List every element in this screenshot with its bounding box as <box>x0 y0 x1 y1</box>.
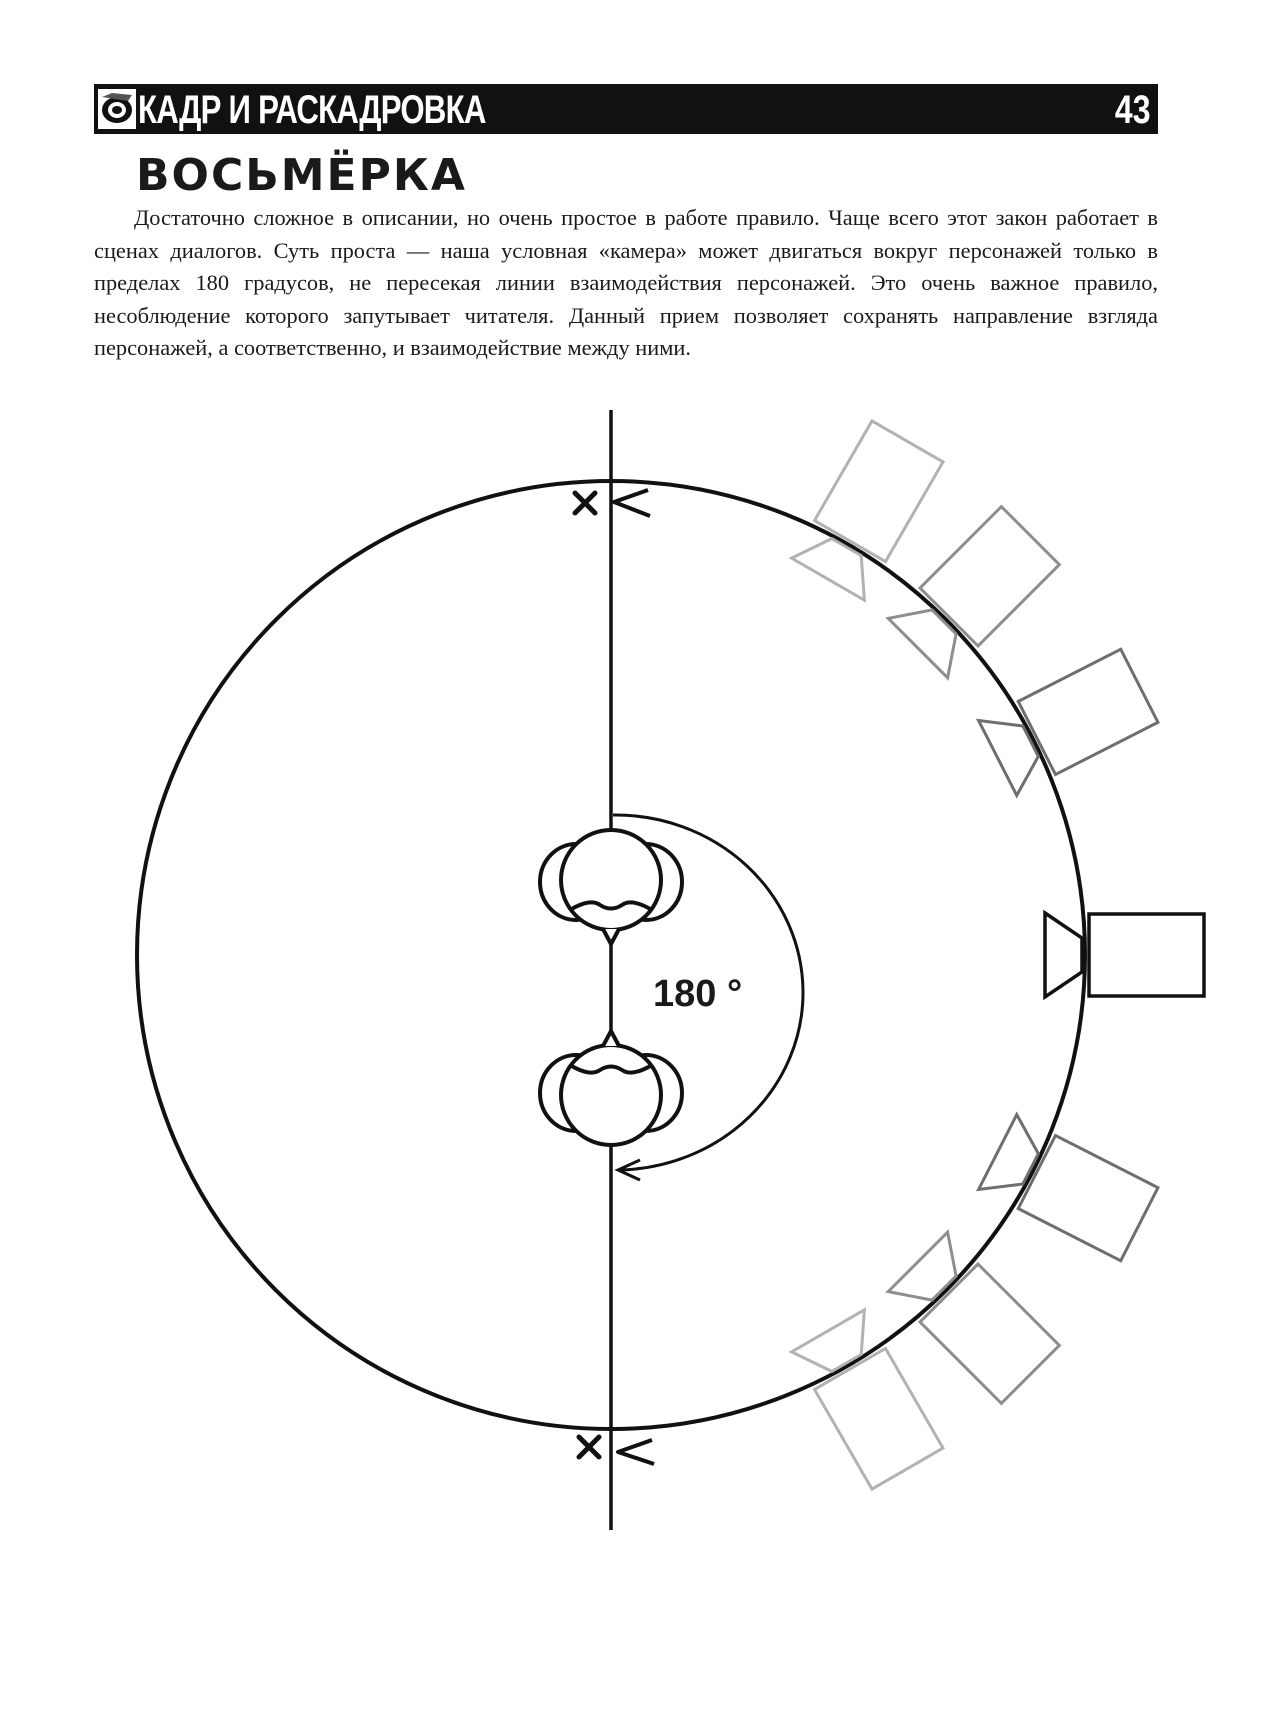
header-title: КАДР И РАСКАДРОВКА <box>138 88 486 132</box>
arrow-icon <box>614 490 650 516</box>
camera-icon <box>792 1310 944 1490</box>
angle-label: 180 ° <box>653 973 743 1015</box>
camera-lens-icon <box>98 89 136 129</box>
page-number: 43 <box>1114 88 1150 132</box>
character-head-icon <box>540 1031 682 1145</box>
camera-icon <box>1045 913 1204 997</box>
body-paragraph: Достаточно сложное в описании, но очень простое в работе правило. Чаще всего этот закон работает в сценах диалогов. Суть проста — наша условная «камера» может двигаться вокруг персонажей только в пределах 180 градусов, не пересекая линии взаимодействия персонажей. Это очень важное правило, несоблюдение которого запутывает читателя. Данный прием позволяет сохранять направление взгляда персонажей, а соответственно, и взаимодействие между ними. <box>94 205 1158 360</box>
section-title: ВОСЬМЁРКА <box>136 150 467 201</box>
character-head-icon <box>540 830 682 944</box>
180-degree-rule-diagram <box>0 370 1269 1570</box>
camera-icon <box>979 648 1159 795</box>
cross-mark-icon <box>579 1437 599 1457</box>
cross-mark-icon <box>575 493 595 513</box>
arrow-icon <box>618 1440 654 1464</box>
camera-icon <box>979 1115 1159 1262</box>
camera-icon <box>792 420 944 600</box>
running-header <box>94 84 1158 134</box>
